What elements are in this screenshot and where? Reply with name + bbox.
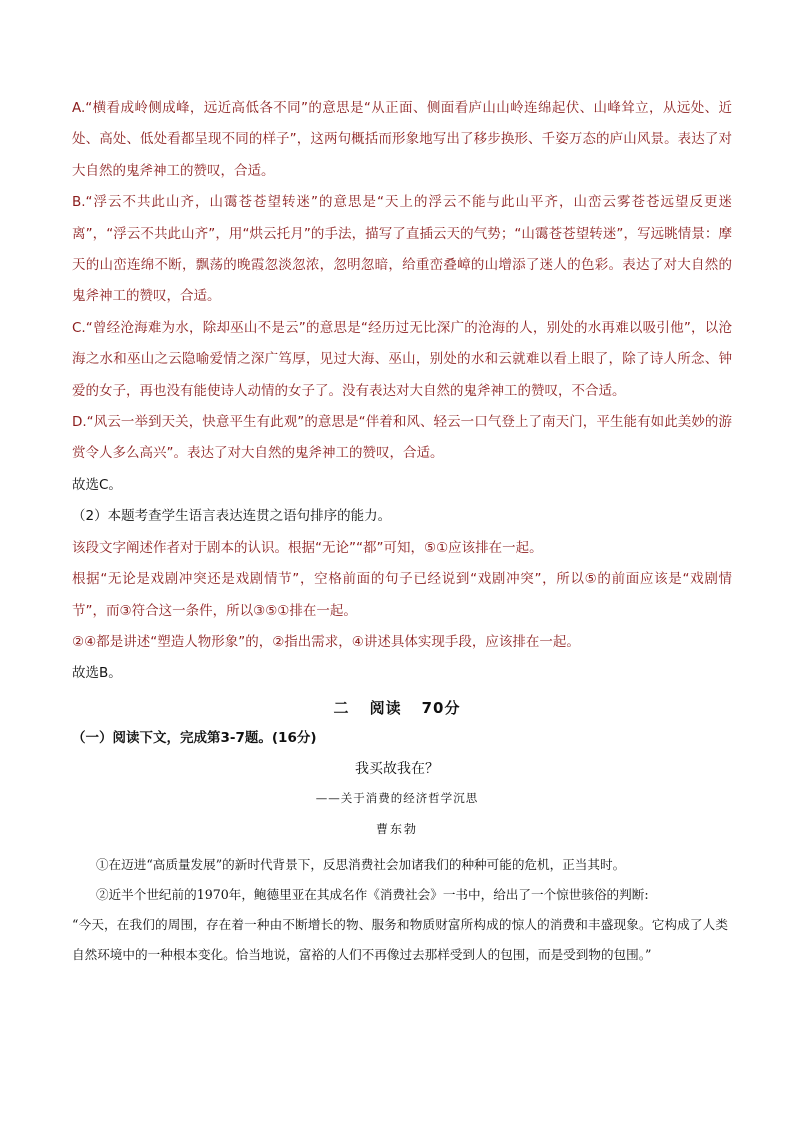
section-number: 二 bbox=[333, 699, 350, 717]
question-2-intro: （2）本题考查学生语言表达连贯之语句排序的能力。 bbox=[72, 508, 392, 525]
answer-choice-1: 故选C。 bbox=[72, 476, 122, 493]
answer-choice-2: 故选B。 bbox=[72, 665, 122, 682]
article-author: 曹东勃 bbox=[375, 822, 418, 836]
article-subtitle: ——关于消费的经济哲学沉思 bbox=[315, 791, 479, 805]
question-2-line-1: 该段文字阐述作者对于剧本的认识。根据“无论”“都”可知，⑤①应该排在一起。 bbox=[72, 539, 543, 556]
section-name: 阅读 bbox=[369, 699, 402, 717]
question-2-line-3: ②④都是讲述“塑造人物形象”的，②指出需求，④讲述具体实现手段，应该排在一起。 bbox=[72, 633, 580, 650]
article-body bbox=[72, 850, 728, 970]
article-paragraph-1: ①在迈进“高质量发展”的新时代背景下，反思消费社会加诸我们的种种可能的危机，正当其时。 bbox=[95, 857, 626, 872]
option-d-analysis: D.“风云一举到天关，快意平生有此观”的意思是“伴着和风、轻云一口气登上了南天门，平生能有如此美妙的游赏令人多么高兴”。表达了对大自然的鬼斧神工的赞叹，合适。 bbox=[72, 414, 732, 462]
option-c-analysis: C.“曾经沧海难为水，除却巫山不是云”的意思是“经历过无比深广的沧海的人，别处的水再难以吸引他”，以沧海之水和巫山之云隐喻爱情之深广笃厚，见过大海、巫山，别处的水和云就难以看上眼了，除了诗人所念、钟爱的女子，再也没有能使诗人动情的女子了。没有表达对大自然的鬼斧神工的赞叹，不合适。 bbox=[72, 319, 732, 399]
option-b-analysis: B.“浮云不共此山齐，山霭苍苍望转迷”的意思是“天上的浮云不能与此山平齐，山峦云雾苍苍远望反更迷离”，“浮云不共此山齐”，用“烘云托月”的手法，描写了直插云天的气势；“山霭苍苍望转迷”，写远眺情景：摩天的山峦连绵不断，飘荡的晚霞忽淡忽浓，忽明忽暗，给重峦叠嶂的山增添了迷人的色彩。表达了对大自然的鬼斧神工的赞叹，合适。 bbox=[72, 194, 732, 305]
section-score: 70分 bbox=[421, 699, 461, 717]
answer-explanation bbox=[72, 93, 732, 690]
question-2-line-2: 根据“无论是戏剧冲突还是戏剧情节”，空格前面的句子已经说到“戏剧冲突”，所以⑤的前面应该是“戏剧情节”，而③符合这一条件，所以③⑤①排在一起。 bbox=[72, 571, 732, 619]
article-paragraph-2: ②近半个世纪前的1970年，鲍德里亚在其成名作《消费社会》一书中，给出了一个惊世骇俗的判断: bbox=[95, 887, 649, 902]
section-heading bbox=[0, 697, 794, 718]
article-paragraph-2-quote: “今天，在我们的周围，存在着一种由不断增长的物、服务和物质财富所构成的惊人的消费和丰盛现象。它构成了人类自然环境中的一种根本变化。恰当地说，富裕的人们不再像过去那样受到人的包围，而是受到物的包围。” bbox=[72, 917, 728, 962]
option-a-analysis: A.“横看成岭侧成峰，远近高低各不同”的意思是“从正面、侧面看庐山山岭连绵起伏、山峰耸立，从远处、近处、高处、低处看都呈现不同的样子”，这两句概括而形象地写出了移步换形、千姿万态的庐山风景。表达了对大自然的鬼斧神工的赞叹，合适。 bbox=[72, 100, 732, 179]
article-title: 我买故我在？ bbox=[355, 761, 439, 777]
reading-task-instruction: （一）阅读下文，完成第3-7题。(16分) bbox=[72, 730, 317, 746]
